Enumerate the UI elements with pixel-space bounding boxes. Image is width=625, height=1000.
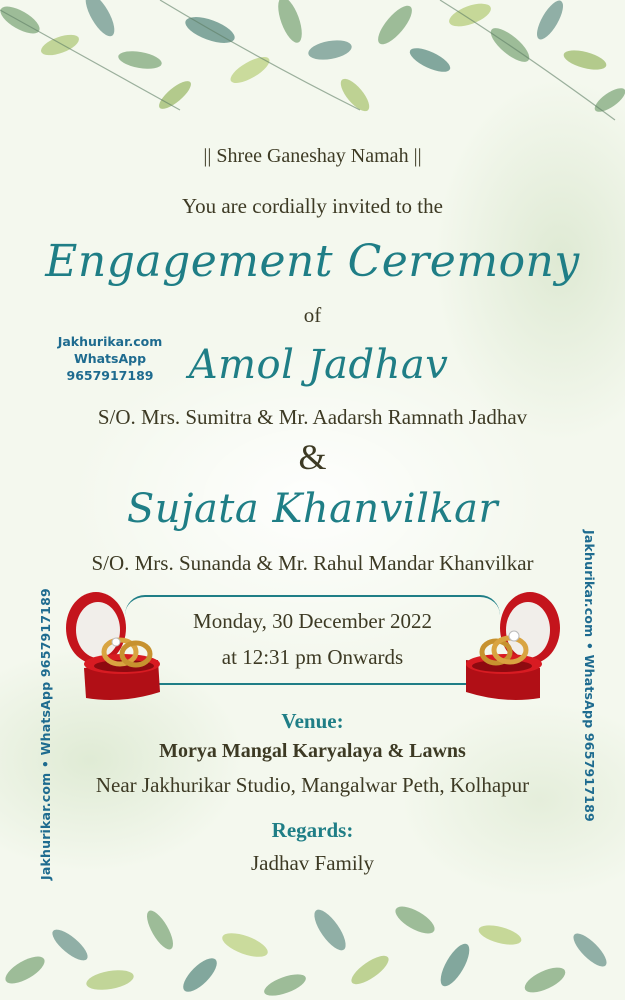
watermark-vertical-right: Jakhurikar.com • WhatsApp 9657917189: [582, 530, 597, 822]
bottom-leaves-decoration: [0, 890, 625, 1000]
venue-label: Venue:: [281, 709, 344, 733]
ampersand: &: [298, 437, 327, 477]
groom-name: Amol Jadhav: [188, 342, 449, 388]
top-leaves-decoration: [0, 0, 625, 130]
ring-box-right-icon: [458, 588, 564, 706]
venue-name: Morya Mangal Karyalaya & Lawns: [159, 740, 466, 762]
watermark-whatsapp: WhatsApp 9657917189: [66, 351, 154, 383]
watermark-site: Jakhurikar.com: [57, 334, 163, 349]
event-title: Engagement Ceremony: [45, 236, 580, 287]
date-line: Monday, 30 December 2022: [193, 609, 432, 633]
bride-parents: S/O. Mrs. Sunanda & Mr. Rahul Mandar Khanvilkar: [91, 551, 534, 575]
groom-parents: S/O. Mrs. Sumitra & Mr. Aadarsh Ramnath Jadhav: [97, 405, 528, 429]
of-text: of: [303, 303, 322, 327]
bride-name: Sujata Khanvilkar: [126, 486, 499, 532]
watermark-vertical-left: Jakhurikar.com • WhatsApp 9657917189: [38, 588, 53, 880]
ring-box-left-icon: [62, 588, 168, 706]
regards-from: Jadhav Family: [250, 851, 375, 875]
invocation-text: || Shree Ganeshay Namah ||: [203, 145, 422, 167]
invite-line: You are cordially invited to the: [182, 194, 443, 218]
venue-address: Near Jakhurikar Studio, Mangalwar Peth, Kolhapur: [95, 773, 530, 797]
time-line: at 12:31 pm Onwards: [221, 645, 404, 669]
regards-label: Regards:: [271, 818, 354, 842]
